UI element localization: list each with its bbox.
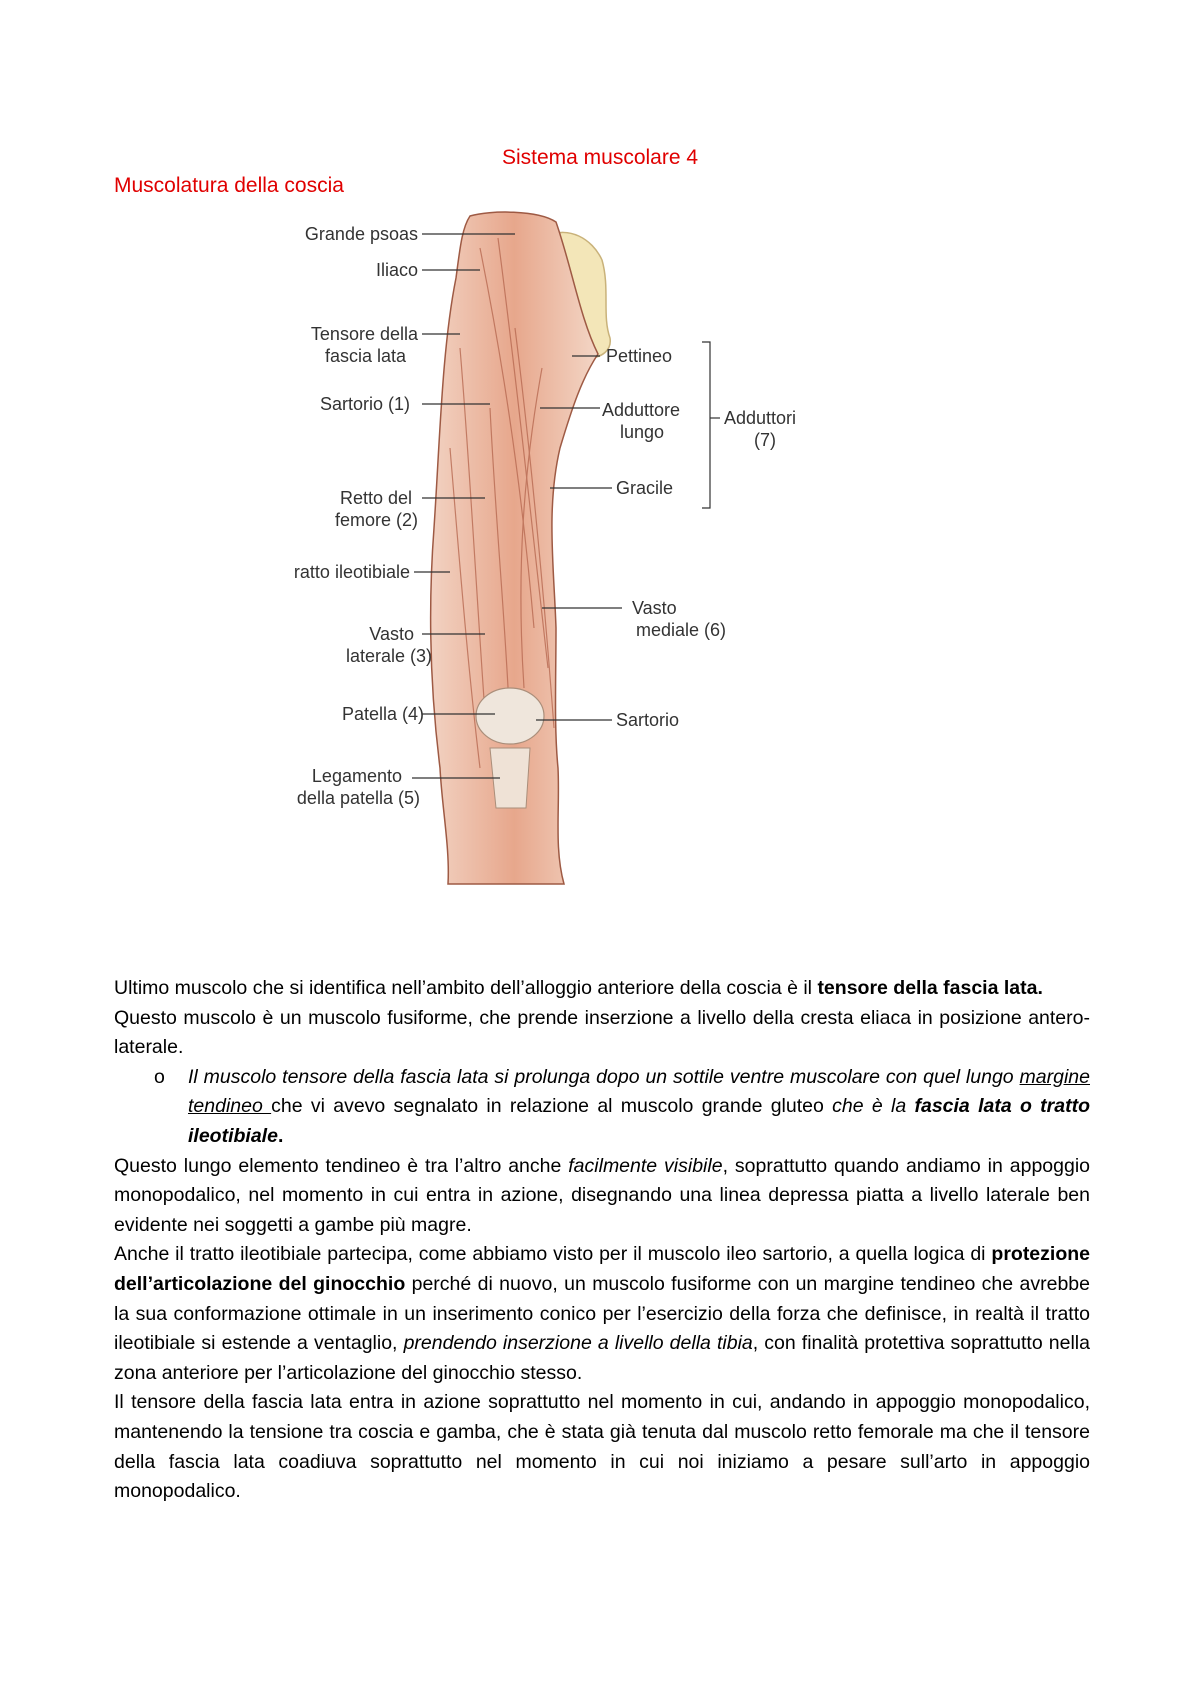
paragraph-2: Questo muscolo è un muscolo fusiforme, che prende inserzione a livello della cresta eliaca in posizione antero-laterale.	[114, 1006, 1090, 1059]
paragraph-1: Ultimo muscolo che si identifica nell’ambito dell’alloggio anteriore della coscia è il tensore della fascia lata.	[114, 977, 1043, 999]
paragraph-4: Anche il tratto ileotibiale partecipa, come abbiamo visto per il muscolo ileo sartorio, a quella logica di protezione dell’articolazione del ginocchio perché di nuovo, un muscolo fusiforme con un margine tendineo che avrebbe la sua conformazione ottimale in un inserimento conico per l’esercizio della forza che definisce, in realtà il tratto ileotibiale si estende a ventaglio, prendendo inserzione a livello della tibia, con finalità protettiva soprattutto nella zona anteriore per l’articolazione del ginocchio stesso.	[114, 1243, 1090, 1384]
label-sartorio-right: Sartorio	[616, 710, 680, 730]
label-adduttori-2: (7)	[754, 430, 776, 450]
label-adduttore-2: lungo	[620, 422, 665, 442]
label-vasto-laterale-2: laterale (3)	[345, 646, 432, 666]
label-tratto-ileotibiale: ratto ileotibiale	[293, 562, 410, 582]
section-heading: Muscolatura della coscia	[114, 174, 344, 197]
label-vasto-laterale-1: Vasto	[369, 624, 414, 644]
label-gracile: Gracile	[616, 478, 674, 498]
label-retto-2: femore (2)	[334, 510, 418, 530]
label-adduttori-1: Adduttori	[724, 408, 797, 428]
label-legamento-1: Legamento	[311, 766, 402, 786]
body-text	[114, 974, 1090, 1507]
patella-shape	[476, 688, 544, 744]
label-iliaco: Iliaco	[375, 260, 418, 280]
paragraph-3: Questo lungo elemento tendineo è tra l’altro anche facilmente visibile, soprattutto quando andiamo in appoggio monopodalico, nel momento in cui entra in azione, disegnando una linea depressa piatta a livello laterale ben evidente nei soggetti a gambe più magre.	[114, 1154, 1090, 1236]
label-grande-psoas: Grande psoas	[304, 224, 418, 244]
page-title: Sistema muscolare 4	[501, 146, 699, 169]
label-adduttore-1: Adduttore	[602, 400, 681, 420]
label-vasto-mediale-1: Vasto	[632, 598, 677, 618]
label-tensore-1: Tensore della	[310, 324, 418, 344]
label-sartorio-1: Sartorio (1)	[319, 394, 410, 414]
label-vasto-mediale-2: mediale (6)	[636, 620, 727, 640]
bullet-marker: o	[154, 1065, 165, 1088]
thigh-muscle-illustration	[293, 208, 880, 968]
label-pettineo: Pettineo	[606, 346, 673, 366]
label-tensore-2: fascia lata	[324, 346, 406, 366]
label-patella: Patella (4)	[341, 704, 424, 724]
label-retto-1: Retto del	[339, 488, 412, 508]
paragraph-5: Il tensore della fascia lata entra in azione soprattutto nel momento in cui, andando in appoggio monopodalico, mantenendo la tensione tra coscia e gamba, che è stata già tenuta dal muscolo retto femorale ma che il tensore della fascia lata coadiuva soprattutto nel momento in cui noi iniziamo a pesare sull’arto in appoggio monopodalico.	[114, 1391, 1090, 1503]
bullet-item: o Il muscolo tensore della fascia lata si prolunga dopo un sottile ventre muscolare con quel lungo margine tendineo che vi avevo segnalato in relazione al muscolo grande gluteo che è la fascia lata o tratto ileotibiale.	[114, 1063, 1090, 1152]
label-legamento-2: della patella (5)	[296, 788, 420, 808]
